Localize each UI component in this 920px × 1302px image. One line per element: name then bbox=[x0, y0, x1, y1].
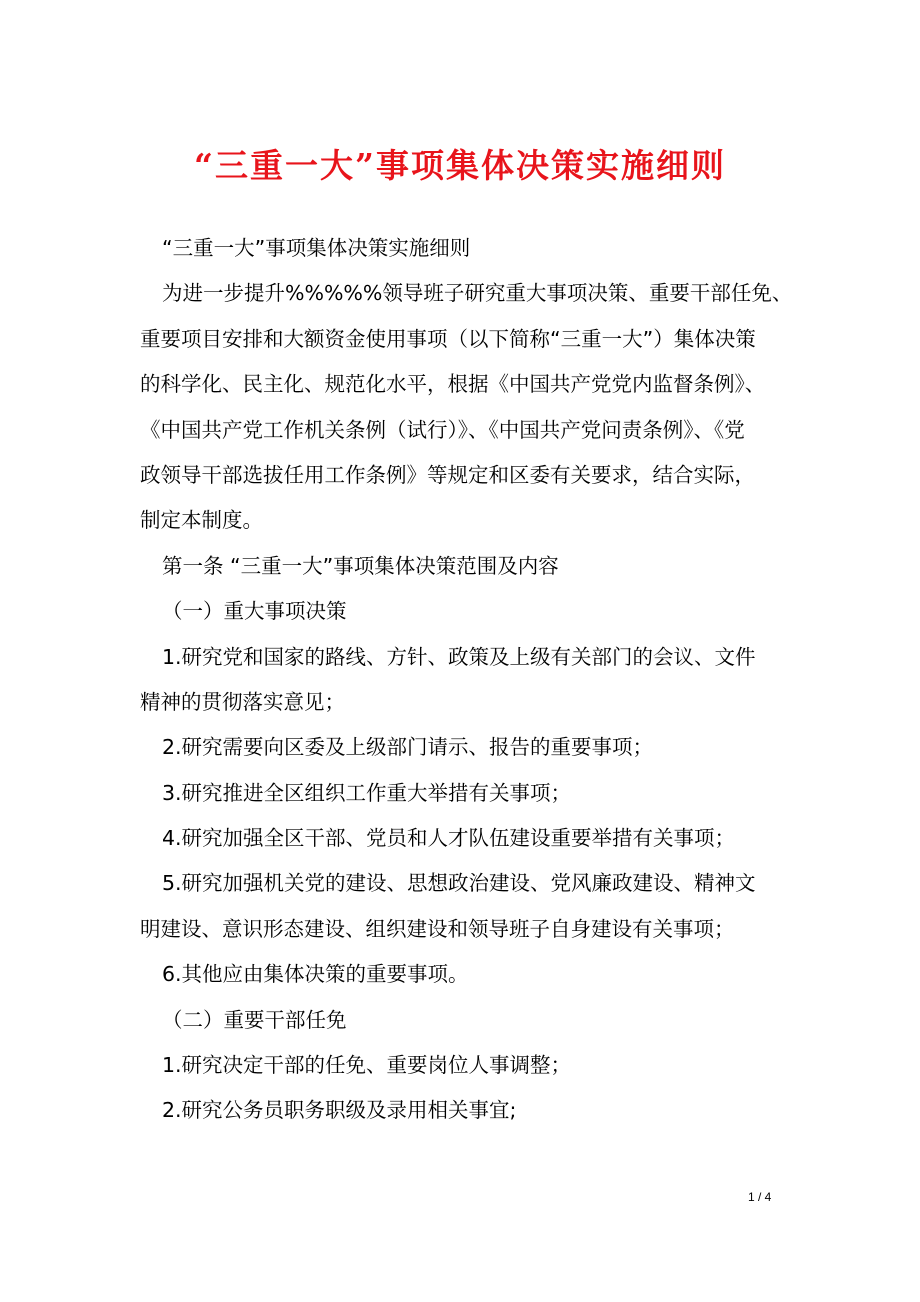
body-line: 6.其他应由集体决策的重要事项。 bbox=[162, 962, 469, 987]
body-line: 制定本制度。 bbox=[140, 508, 263, 533]
body-line: 为进一步提升%%%%%领导班子研究重大事项决策、重要干部任免、 bbox=[162, 281, 793, 306]
body-line: 第一条 “三重一大”事项集体决策范围及内容 bbox=[162, 553, 559, 578]
body-line: （二）重要干部任免 bbox=[162, 1007, 347, 1032]
body-line: 5.研究加强机关党的建设、思想政治建设、党风廉政建设、精神文 bbox=[162, 871, 756, 896]
body-line: 1.研究决定干部的任免、重要岗位人事调整； bbox=[162, 1053, 572, 1078]
page-number: 1 / 4 bbox=[748, 1190, 772, 1204]
body-line: 4.研究加强全区干部、党员和人才队伍建设重要举措有关事项； bbox=[162, 826, 736, 851]
body-line: 的科学化、民主化、规范化水平，根据《中国共产党党内监督条例》、 bbox=[140, 372, 766, 397]
body-line: 《中国共产党工作机关条例（试行）》、《中国共产党问责条例》、《党 bbox=[140, 417, 745, 442]
body-line: 1.研究党和国家的路线、方针、政策及上级有关部门的会议、文件 bbox=[162, 644, 756, 669]
body-line: 政领导干部选拔任用工作条例》等规定和区委有关要求，结合实际， bbox=[140, 462, 755, 487]
document-body bbox=[140, 226, 820, 1134]
body-line: 2.研究需要向区委及上级部门请示、报告的重要事项； bbox=[162, 735, 654, 760]
body-line: （一）重大事项决策 bbox=[162, 599, 347, 624]
body-line: “三重一大”事项集体决策实施细则 bbox=[162, 236, 471, 260]
body-line: 精神的贯彻落实意见； bbox=[140, 689, 345, 714]
body-line: 明建设、意识形态建设、组织建设和领导班子自身建设有关事项； bbox=[140, 916, 735, 941]
body-line: 3.研究推进全区组织工作重大举措有关事项； bbox=[162, 780, 572, 805]
body-line: 2.研究公务员职务职级及录用相关事宜; bbox=[162, 1098, 517, 1123]
document-title: “三重一大”事项集体决策实施细则 bbox=[194, 146, 726, 185]
body-line: 重要项目安排和大额资金使用事项（以下简称“三重一大”）集体决策 bbox=[140, 326, 756, 351]
